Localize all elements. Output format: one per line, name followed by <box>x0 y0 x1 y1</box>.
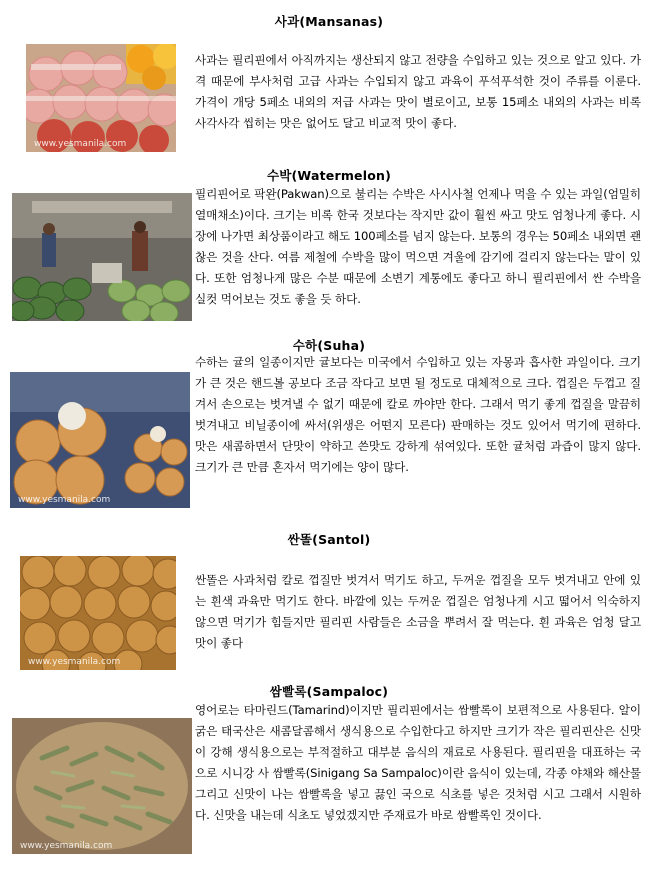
section-title-sampaloc: 쌈빨록(Sampaloc) <box>269 684 389 699</box>
section-text-watermelon: 필리핀어로 팍완(Pakwan)으로 불리는 수박은 사시사철 언제나 먹을 수 있는 과일(엄밀히 열매채소)이다. 크기는 비록 한국 것보다는 작지만 값이 훨씬 싸고 맛도 엄청나게 좋다. 시장에 나가면 최상품이라고 해도 100페소를 넘지 않는다. 보통의 경우는 50페소 내외면 괜찮은 것을 산다. 여름 제철에 수박을 많이 먹으면 겨울에 감기에 걸리지 않는다는 말이 있다. 또한 엄청나게 많은 수분 때문에 소변기 계통에도 좋다고 하니 필리핀에서 싼 수박을 실컷 먹어보는 것도 좋을 듯 하다. <box>195 187 641 306</box>
section-title-santol: 싼똘(Santol) <box>287 532 371 547</box>
section-text-santol: 싼똘은 사과처럼 칼로 껍질만 벗겨서 먹기도 하고, 두꺼운 껍질을 모두 벗겨내고 안에 있는 흰색 과육만 먹기도 한다. 바깥에 있는 두꺼운 껍질은 엄청나게 시고 떫어서 익숙하지 않으면 먹기가 힘들지만 필리핀 사람들은 소금을 뿌려서 잘 먹는다. 흰 과육은 엄청 달고 맛이 좋다 <box>195 573 641 650</box>
sampaloc-photo <box>12 718 192 854</box>
apple-photo <box>26 44 176 152</box>
photo-watermark: www.yesmanila.com <box>28 657 121 667</box>
photo-watermark: www.yesmanila.com <box>20 841 113 851</box>
photo-watermark: www.yesmanila.com <box>18 495 111 505</box>
section-text-suha: 수하는 귤의 일종이지만 귤보다는 미국에서 수입하고 있는 자몽과 흡사한 과일이다. 크기가 큰 것은 핸드볼 공보다 조금 작다고 보면 될 정도로 대체적으로 크다. 껍질은 두껍고 질겨서 손으로는 벗겨낼 수 없기 때문에 칼로 까야만 한다. 그래서 먹기 좋게 껍질을 말끔히 벗겨내고 비닐종이에 싸서(위생은 어떤지 모른다) 판매하는 것도 있어서 먹기에 편하다. 맛은 새콤하면서 단맛이 약하고 쓴맛도 강하게 섞여있다. 또한 귤처럼 과즙이 많지 않다. 크기가 큰 만큼 혼자서 먹기에는 양이 많다. <box>195 355 641 474</box>
watermelon-photo <box>12 193 192 321</box>
suha-photo <box>10 372 190 508</box>
section-text-sampaloc: 영어로는 타마린드(Tamarind)이지만 필리핀에서는 쌈빨록이 보편적으로 사용된다. 알이 굵은 태국산은 새콤달콤해서 생식용으로 수입한다고 하지만 크기가 작은 필리핀산은 신맛이 강해 생식용으로는 부적절하고 대부분 음식의 재료로 사용된다. 필리핀을 대표하는 국으로 시니강 사 쌈빨록(Sinigang Sa Sampaloc)이란 음식이 있는데, 각종 야채와 해산물 그리고 신맛이 나는 쌈빨록을 넣고 끓인 국으로 식초를 넣은 것처럼 시고 그래서 시원하다. 신맛을 내는데 식초도 넣었겠지만 주재료가 바로 쌈빨록인 것이다. <box>195 703 641 822</box>
section-title-watermelon: 수박(Watermelon) <box>266 168 392 183</box>
section-text-apple: 사과는 필리핀에서 아직까지는 생산되지 않고 전량을 수입하고 있는 것으로 알고 있다. 가격 때문에 부사처럼 고급 사과는 수입되지 않고 과육이 푸석푸석한 것이 주류를 이룬다. 가격이 개당 5페소 내외의 저급 사과는 맛이 별로이고, 보통 15페소 내외의 사과는 비록 사각사각 씹히는 맛은 없어도 달고 비교적 맛이 좋다. <box>195 53 641 130</box>
section-title-suha: 수하(Suha) <box>292 338 366 353</box>
santol-photo <box>20 556 176 670</box>
section-title-apple: 사과(Mansanas) <box>274 14 384 29</box>
photo-watermark: www.yesmanila.com <box>34 139 127 149</box>
